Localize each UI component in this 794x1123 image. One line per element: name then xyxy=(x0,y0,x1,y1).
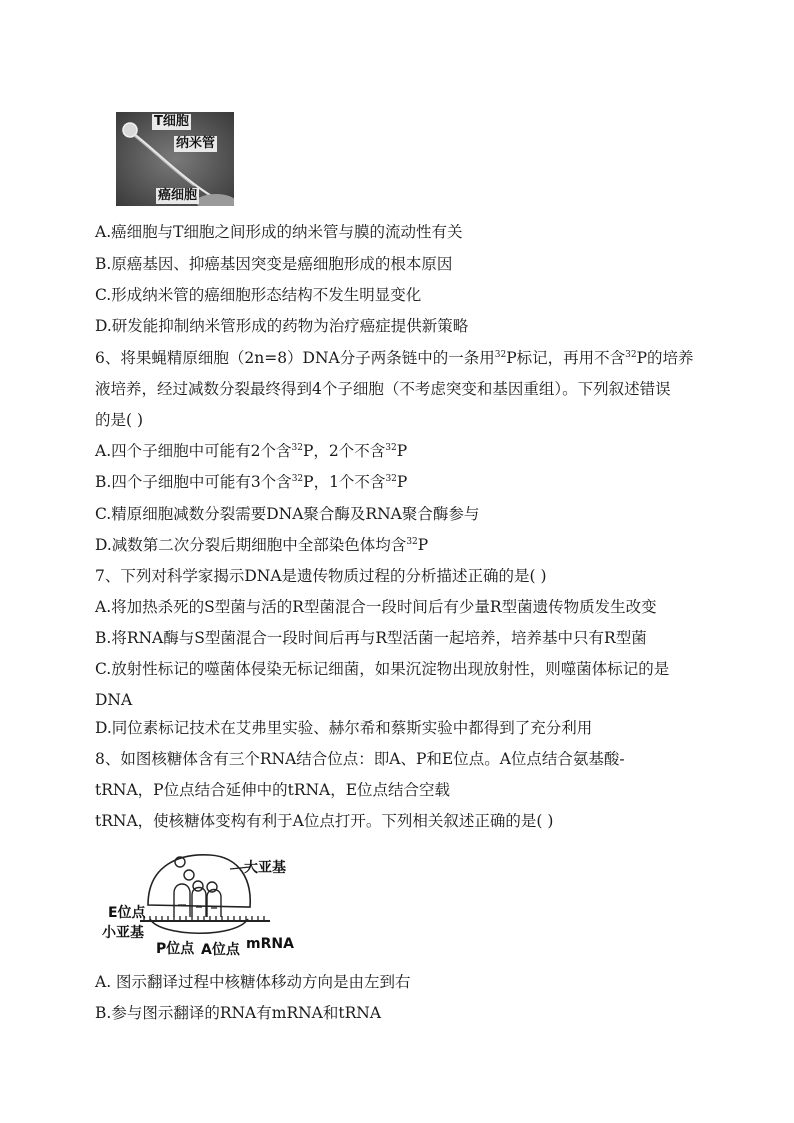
q6-option-b xyxy=(95,472,407,492)
superscript: 32 xyxy=(291,443,303,453)
t-cell-label: T细胞 xyxy=(154,114,189,129)
superscript: 32 xyxy=(291,474,304,484)
q8-stem-line3: tRNA，使核糖体变构有利于A位点打开。下列相关叙述正确的是( ) xyxy=(95,812,554,830)
small-subunit-label: 小亚基 xyxy=(102,925,144,941)
q7-option-b: B.将RNA酶与S型菌混合一段时间后再与R型活菌一起培养，培养基中只有R型菌 xyxy=(95,629,647,647)
q5-option-c: C.形成纳米管的癌细胞形态结构不发生明显变化 xyxy=(95,286,422,304)
p-site-label: P位点 xyxy=(156,941,195,957)
option-part: B.四个子细胞中可能有3个含 xyxy=(95,473,292,491)
option-part: P，2个不含 xyxy=(302,442,386,460)
superscript: 32 xyxy=(385,474,397,484)
nanotube-label: 纳米管 xyxy=(176,136,216,151)
superscript: 32 xyxy=(406,537,418,547)
q8-stem-line2: tRNA，P位点结合延伸中的tRNA，E位点结合空载 xyxy=(95,781,451,799)
a-site-label: A位点 xyxy=(201,942,240,958)
superscript: 32 xyxy=(625,350,637,360)
ribosome-diagram xyxy=(100,845,300,960)
q7-option-d: D.同位素标记技术在艾弗里实验、赫尔希和蔡斯实验中都得到了充分利用 xyxy=(95,719,593,737)
option-part: P xyxy=(396,473,408,491)
q6-option-c: C.精原细胞减数分裂需要DNA聚合酶及RNA聚合酶参与 xyxy=(95,505,480,523)
superscript: 32 xyxy=(494,350,507,360)
cancer-cell-label: 癌细胞 xyxy=(158,188,198,203)
q8-option-b: B.参与图示翻译的RNA有mRNA和tRNA xyxy=(95,1004,382,1022)
q6-stem-part: P的培养 xyxy=(636,349,694,367)
option-part: P xyxy=(396,442,408,460)
q7-stem: 7、下列对科学家揭示DNA是遗传物质过程的分析描述正确的是( ) xyxy=(95,567,547,585)
q6-option-a xyxy=(95,441,407,461)
q6-stem-line1 xyxy=(95,348,694,368)
superscript: 32 xyxy=(385,443,397,453)
q8-stem-line1: 8、如图核糖体含有三个RNA结合位点：即A、P和E位点。A位点结合氨基酸- xyxy=(95,750,625,768)
q6-stem-line2: 液培养，经过减数分裂最终得到4个子细胞（不考虑突变和基因重组）。下列叙述错误 xyxy=(95,380,671,398)
q5-option-d: D.研发能抑制纳米管形成的药物为治疗癌症提供新策略 xyxy=(95,317,469,335)
option-part: A.四个子细胞中可能有2个含 xyxy=(95,442,292,460)
option-part: P，1个不含 xyxy=(303,473,386,491)
q7-option-a: A.将加热杀死的S型菌与活的R型菌混合一段时间后有少量R型菌遗传物质发生改变 xyxy=(95,598,657,616)
option-part: P xyxy=(417,536,429,554)
large-subunit-label: 大亚基 xyxy=(244,860,286,876)
q5-option-a: A.癌细胞与T细胞之间形成的纳米管与膜的流动性有关 xyxy=(95,223,463,241)
e-site-label: E位点 xyxy=(108,905,146,921)
nanotube-micrograph xyxy=(116,112,234,206)
q6-stem-part: 6、将果蝇精原细胞（2n=8）DNA分子两条链中的一条用 xyxy=(95,349,495,367)
q7-option-c-line1: C.放射性标记的噬菌体侵染无标记细菌，如果沉淀物出现放射性，则噬菌体标记的是 xyxy=(95,660,670,678)
q7-option-c-line2: DNA xyxy=(95,691,133,709)
option-part: D.减数第二次分裂后期细胞中全部染色体均含 xyxy=(95,536,407,554)
q6-stem-part: P标记，再用不含 xyxy=(506,349,626,367)
q8-option-a: A. 图示翻译过程中核糖体移动方向是由左到右 xyxy=(95,973,411,991)
q6-stem-line3: 的是( ) xyxy=(95,411,144,429)
q6-option-d xyxy=(95,535,428,555)
mrna-label: mRNA xyxy=(246,936,294,952)
q5-option-b: B.原癌基因、抑癌基因突变是癌细胞形成的根本原因 xyxy=(95,255,453,273)
